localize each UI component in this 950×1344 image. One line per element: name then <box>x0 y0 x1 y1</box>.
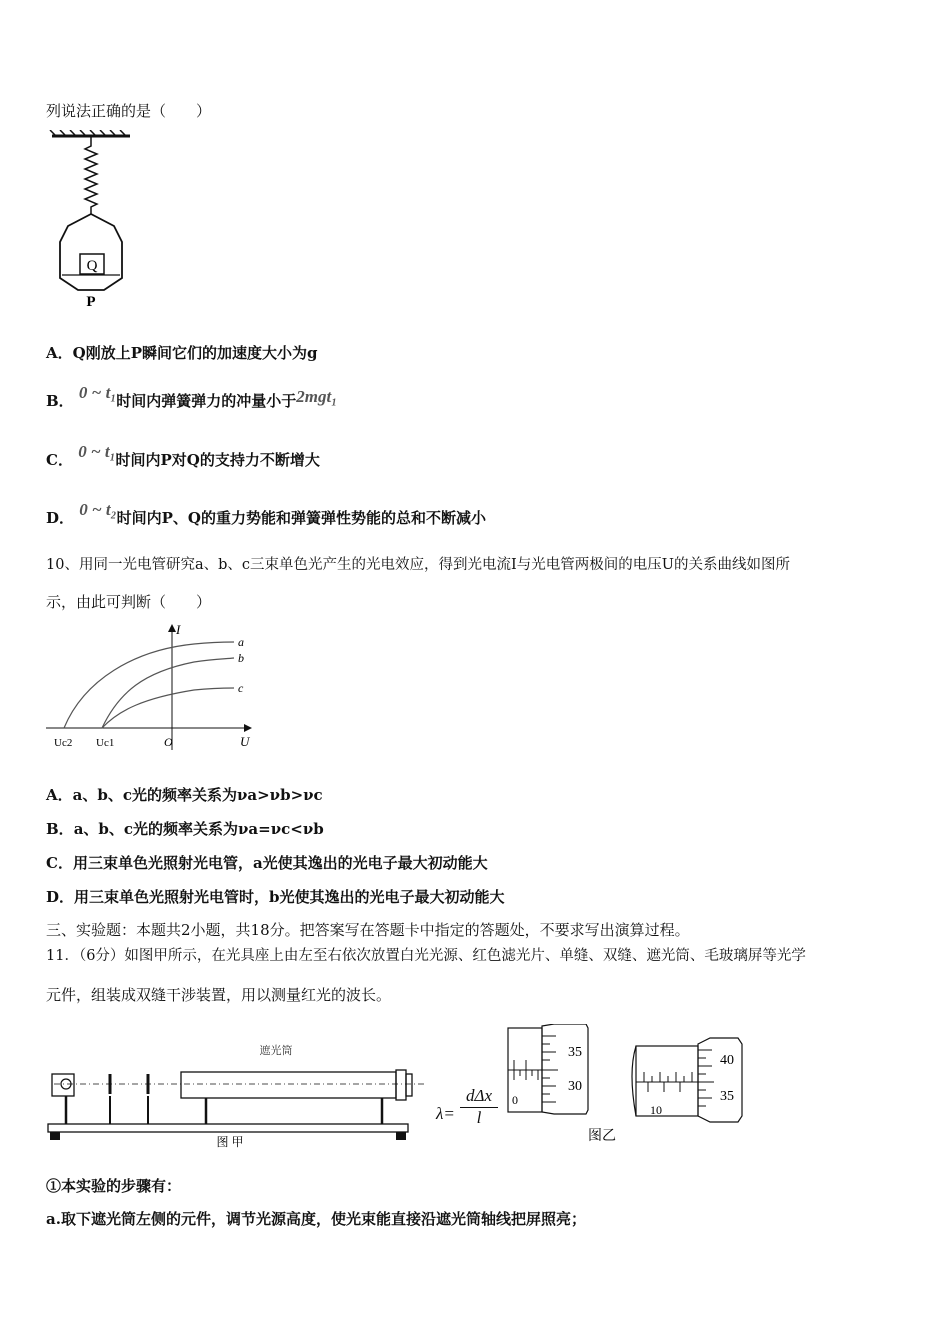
right-drum-label-1: 40 <box>720 1053 734 1068</box>
curve-a-label: a <box>238 635 244 649</box>
q11-steps-heading: ①本实验的步骤有： <box>46 1177 182 1195</box>
right-sleeve <box>636 1046 698 1116</box>
fig-jia-caption: 图 甲 <box>216 1135 244 1149</box>
uc2-label: Uc2 <box>54 737 73 749</box>
curve-c <box>102 688 234 728</box>
left-drum-label-2: 30 <box>568 1079 582 1094</box>
curve-b <box>102 658 234 728</box>
curve-b-label: b <box>238 651 244 665</box>
q9-option-d: D． 0 ~ t₂时间内P、Q的重力势能和弹簧弹性势能的总和不断减小 <box>46 500 486 527</box>
q9-option-a: A．Q刚放上P瞬间它们的加速度大小为g <box>46 344 318 362</box>
x-axis-label: U <box>240 734 250 749</box>
q11-step-a: a.取下遮光筒左侧的元件，调节光源高度，使光束能直接沿遮光筒轴线把屏照亮； <box>46 1210 586 1228</box>
container-p <box>60 214 122 290</box>
tube-label: 遮光筒 <box>259 1045 293 1057</box>
q10-option-a: A．a、b、c光的频率关系为νa>νb>νc <box>46 786 323 804</box>
curve-c-label: c <box>238 681 244 695</box>
label-q: Q <box>86 258 98 274</box>
right-main-label: 10 <box>650 1103 662 1117</box>
formula-fraction: dΔx l <box>460 1086 498 1128</box>
y-axis-label: I <box>176 622 181 637</box>
iu-graph <box>44 620 264 755</box>
q10-option-c: C．用三束单色光照射光电管，a光使其逸出的光电子最大初动能大 <box>46 854 488 872</box>
q10-stem-line2: 示，由此可判断（ ） <box>46 593 212 611</box>
section3-heading: 三、实验题：本题共2小题，共18分。把答案写在答题卡中指定的答题处，不要求写出演算过程。 <box>46 921 690 939</box>
left-thimble <box>542 1024 588 1114</box>
q9-stem: 列说法正确的是（ ） <box>46 102 212 120</box>
spring <box>85 136 97 214</box>
micrometer-figure <box>500 1024 760 1146</box>
origin-label: O <box>164 735 173 749</box>
fig-yi-caption: 图乙 <box>588 1129 616 1144</box>
q10-option-b: B．a、b、c光的频率关系为νa=νc<νb <box>46 820 324 838</box>
optical-bench-figure <box>44 1038 424 1153</box>
uc1-label: Uc1 <box>96 737 115 749</box>
q10-stem-line1: 10、用同一光电管研究a、b、c三束单色光产生的光电效应，得到光电流I与光电管两极间的电压U的关系曲线如图所 <box>46 557 790 573</box>
q11-stem-line1: 11．（6分）如图甲所示，在光具座上由左至右依次放置白光光源、红色滤光片、单缝、双缝、遮光筒、毛玻璃屏等光学 <box>46 948 806 964</box>
bench-rail <box>48 1124 408 1132</box>
q9-option-b: B． 0 ~ t₁时间内弹簧弹力的冲量小于2mgt₁ <box>46 383 338 410</box>
left-drum-label-1: 35 <box>568 1045 582 1060</box>
label-p: P <box>86 294 96 310</box>
curve-a <box>64 642 234 728</box>
right-thimble <box>698 1038 742 1122</box>
wavelength-formula: λ= <box>436 1104 455 1123</box>
left-main-label: 0 <box>512 1093 518 1107</box>
spring-figure <box>48 130 138 310</box>
right-drum-label-2: 35 <box>720 1089 734 1104</box>
q10-option-d: D．用三束单色光照射光电管时，b光使其逸出的光电子最大初动能大 <box>46 888 505 906</box>
light-tube <box>181 1072 396 1098</box>
q11-stem-line2: 元件，组装成双缝干涉装置，用以测量红光的波长。 <box>46 986 392 1004</box>
q9-option-c: C． 0 ~ t₁时间内P对Q的支持力不断增大 <box>46 442 320 469</box>
